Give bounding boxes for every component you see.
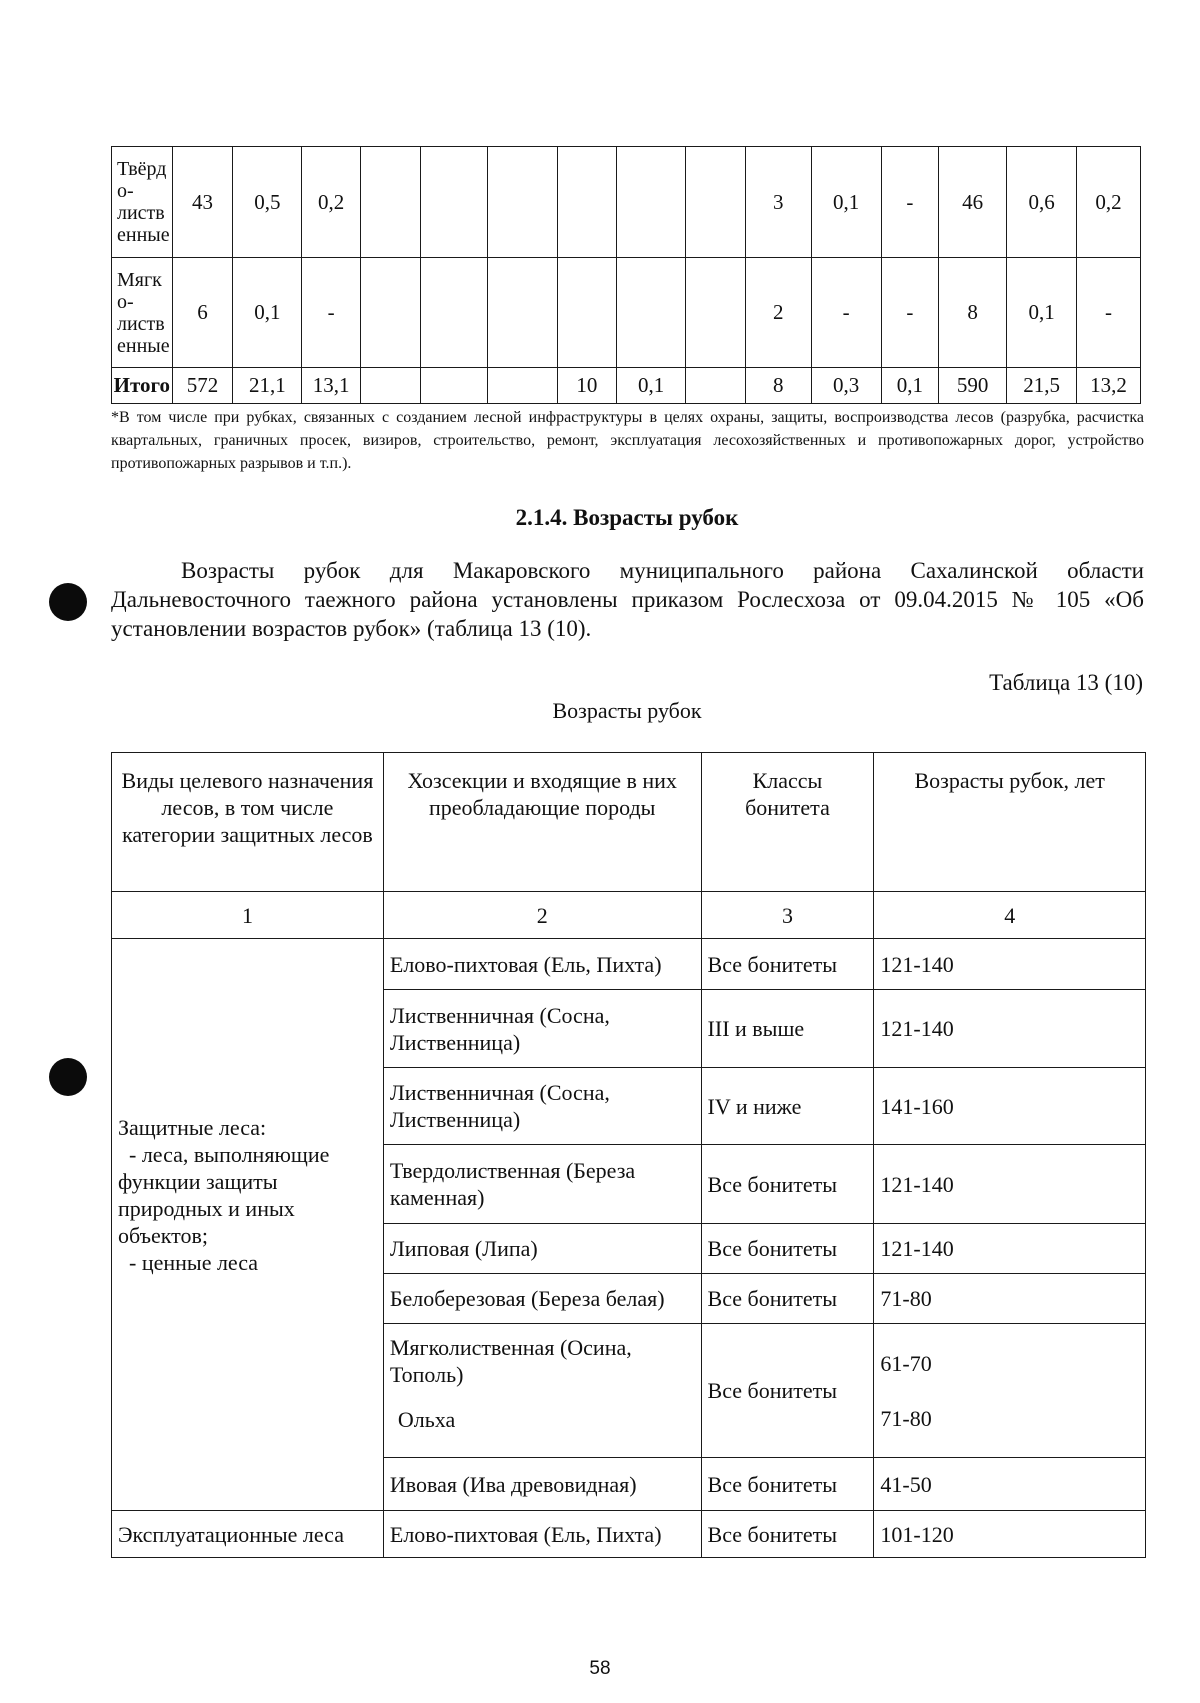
table-cell: Все бонитеты <box>701 1511 874 1558</box>
table-cell: 121-140 <box>874 1224 1146 1274</box>
table-cell: Все бонитеты <box>701 1274 874 1324</box>
table-cell <box>686 147 746 258</box>
table-cell <box>420 258 487 368</box>
table-number: Таблица 13 (10) <box>989 670 1143 695</box>
row-label: Твёрд о- листв енные <box>112 147 173 258</box>
table-cell: Твердолиственная (Береза каменная) <box>383 1145 701 1224</box>
header-number-row <box>112 892 1146 939</box>
forest-summary-table <box>111 146 1141 404</box>
section-title: 2.1.4. Возрасты рубок <box>515 505 739 530</box>
table-cell: 46 <box>939 147 1007 258</box>
table-cell <box>686 258 746 368</box>
table-cell: 13,2 <box>1077 368 1141 404</box>
table-cell <box>360 258 420 368</box>
table-cell: 71-80 <box>874 1274 1146 1324</box>
table-cell: 101-120 <box>874 1511 1146 1558</box>
table-cell: 8 <box>745 368 811 404</box>
table-cell: 0,1 <box>617 368 686 404</box>
table-cell <box>487 147 557 258</box>
table-cell: - <box>1077 258 1141 368</box>
section-extra: Ольха <box>397 1407 456 1432</box>
protective-forests-cell: Защитные леса: - леса, выполняющие функции защиты природных и иных объектов; - ценные леса <box>112 939 384 1511</box>
table-cell: Все бонитеты <box>701 939 874 990</box>
punch-hole-icon <box>49 1058 87 1096</box>
table-cell: 0,6 <box>1007 147 1077 258</box>
table-cell: III и выше <box>701 990 874 1068</box>
table-cell: 41-50 <box>874 1458 1146 1511</box>
row-label: Мягк о- листв енные <box>112 258 173 368</box>
table-cell: Все бонитеты <box>701 1145 874 1224</box>
table-cell: Лиственничная (Сосна, Лиственница) <box>383 990 701 1068</box>
column-number: 1 <box>112 892 384 939</box>
table-cell: 0,1 <box>233 258 302 368</box>
table-cell <box>360 368 420 404</box>
total-row <box>112 368 1141 404</box>
column-header: Классы бонитета <box>701 753 874 892</box>
table-row <box>112 939 1146 990</box>
table-caption: Возрасты рубок <box>552 698 702 723</box>
table-cell: Все бонитеты <box>701 1224 874 1274</box>
table-cell: 2 <box>745 258 811 368</box>
column-number: 3 <box>701 892 874 939</box>
table-cell <box>557 147 617 258</box>
age-value-extra: 71-80 <box>880 1405 932 1431</box>
table-cell <box>383 1324 701 1458</box>
table-cell: 43 <box>172 147 233 258</box>
table-cell: 0,2 <box>1077 147 1141 258</box>
table-cell: 0,1 <box>881 368 939 404</box>
column-header: Виды целевого назначения лесов, в том числе категории защитных лесов <box>112 753 384 892</box>
column-header: Возрасты рубок, лет <box>874 753 1146 892</box>
table-cell: 572 <box>172 368 233 404</box>
table-cell <box>686 368 746 404</box>
table-cell <box>617 147 686 258</box>
column-header: Хозсекции и входящие в них преобладающие породы <box>383 753 701 892</box>
section-name: Мягколиственная (Осина, Тополь) <box>389 1335 632 1387</box>
table-cell: Все бонитеты <box>701 1458 874 1511</box>
table-cell: 3 <box>745 147 811 258</box>
table-cell: 21,1 <box>233 368 302 404</box>
table-cell: 0,1 <box>1007 258 1077 368</box>
total-label: Итого <box>112 368 173 404</box>
table-cell: 0,5 <box>233 147 302 258</box>
table-cell <box>487 258 557 368</box>
cutting-ages-table <box>111 752 1146 1558</box>
table-cell: Елово-пихтовая (Ель, Пихта) <box>383 1511 701 1558</box>
table-cell: IV и ниже <box>701 1068 874 1145</box>
page-number: 58 <box>589 1658 611 1679</box>
table-cell <box>617 258 686 368</box>
paragraph-text: Возрасты рубок для Макаровского муниципального района Сахалинской области Дальневосточного таежного района установлены приказом Рослесхоза от 09.04.2015 № 105 «Об установлении возрастов рубок» (таблица 13 (10). <box>111 558 1144 641</box>
table-cell: 590 <box>939 368 1007 404</box>
table-cell: Эксплуатационные леса <box>112 1511 384 1558</box>
body-paragraph <box>111 556 1144 643</box>
table-cell: 8 <box>939 258 1007 368</box>
table-cell: Лиственничная (Сосна, Лиственница) <box>383 1068 701 1145</box>
table-cell: 0,1 <box>811 147 881 258</box>
table-cell: 13,1 <box>302 368 361 404</box>
table-cell: 141-160 <box>874 1068 1146 1145</box>
table-cell: 0,2 <box>302 147 361 258</box>
table-cell: Все бонитеты <box>701 1324 874 1458</box>
age-value: 61-70 <box>880 1350 932 1376</box>
table-cell: 121-140 <box>874 990 1146 1068</box>
column-number: 2 <box>383 892 701 939</box>
table-cell: Елово-пихтовая (Ель, Пихта) <box>383 939 701 990</box>
table-cell: Ивовая (Ива древовидная) <box>383 1458 701 1511</box>
table-row <box>112 1511 1146 1558</box>
header-row <box>112 753 1146 892</box>
table-cell <box>874 1324 1146 1458</box>
footnote: *В том числе при рубках, связанных с созданием лесной инфраструктуры в целях охраны, защиты, воспроизводства лесов (разрубка, расчистка квартальных, граничных просек, визиров, строительство, ремонт, эксплуатация лесохозяйственных и противопожарных дорог, устройство противопожарных разрывов и т.п.). <box>111 409 1144 472</box>
table-cell: 6 <box>172 258 233 368</box>
table-row <box>112 147 1141 258</box>
table-cell <box>557 258 617 368</box>
table-cell <box>420 368 487 404</box>
table-cell: - <box>881 258 939 368</box>
table-cell <box>360 147 420 258</box>
table-cell: 10 <box>557 368 617 404</box>
table-cell <box>487 368 557 404</box>
table-cell <box>420 147 487 258</box>
table-cell: - <box>302 258 361 368</box>
table-cell: - <box>881 147 939 258</box>
table-cell: 0,3 <box>811 368 881 404</box>
table-cell: 121-140 <box>874 1145 1146 1224</box>
table-cell: - <box>811 258 881 368</box>
punch-hole-icon <box>49 583 87 621</box>
column-number: 4 <box>874 892 1146 939</box>
table-cell: 121-140 <box>874 939 1146 990</box>
table-row <box>112 258 1141 368</box>
table-cell: Липовая (Липа) <box>383 1224 701 1274</box>
table-cell: Белоберезовая (Береза белая) <box>383 1274 701 1324</box>
table-cell: 21,5 <box>1007 368 1077 404</box>
